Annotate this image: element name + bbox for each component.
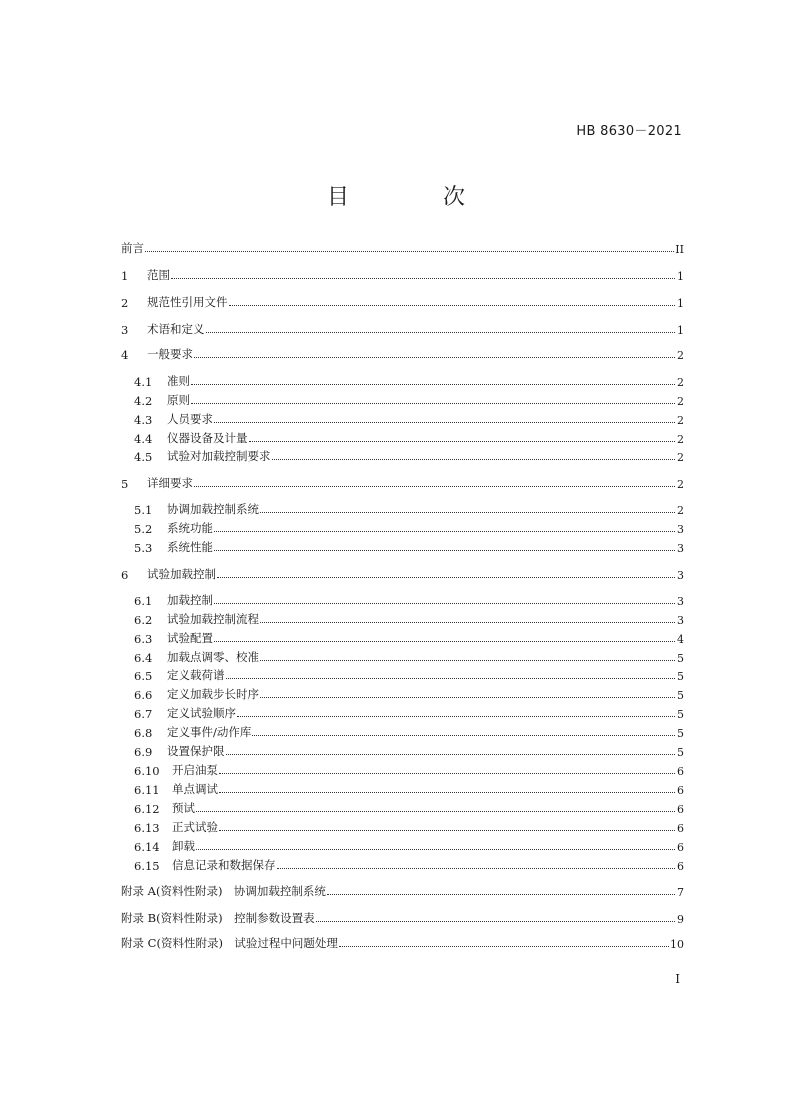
toc-entry-number: 6.7 (134, 707, 153, 721)
toc-entry-page: 3 (677, 569, 684, 582)
dot-leader (191, 384, 675, 385)
toc-entry-page: 3 (677, 523, 684, 536)
dot-leader (226, 678, 676, 679)
toc-entry-number: 6.6 (134, 688, 153, 702)
toc-entry-title: 单点调试 (172, 782, 218, 796)
toc-entry[interactable] (134, 609, 684, 627)
toc-entry-page: 1 (677, 324, 684, 337)
toc-entry[interactable] (134, 836, 684, 854)
toc-entry[interactable] (121, 319, 684, 337)
toc-entry-page: 9 (677, 913, 684, 926)
toc-entry-number: 5.1 (134, 503, 153, 517)
toc-entry-title: 定义事件/动作库 (167, 725, 252, 739)
toc-entry-page: 2 (677, 504, 684, 517)
toc-entry-number: 1 (121, 269, 129, 283)
toc-entry-number: 4 (121, 348, 129, 362)
toc-entry-page: 2 (677, 478, 684, 491)
toc-entry-title: 定义载荷谱 (167, 668, 225, 682)
dot-leader (214, 641, 675, 642)
toc-entry-number: 5.2 (134, 522, 153, 536)
dot-leader (260, 512, 675, 513)
toc-entry-title: 设置保护限 (167, 744, 225, 758)
toc-entry-page: 1 (677, 297, 684, 310)
toc-entry-number: 6.15 (134, 859, 160, 873)
toc-entry[interactable] (134, 537, 684, 555)
dot-leader (219, 773, 675, 774)
dot-leader (237, 716, 675, 717)
dot-leader (252, 735, 675, 736)
toc-entry-title: 信息记录和数据保存 (172, 858, 276, 872)
dot-leader (171, 278, 675, 279)
toc-entry-page: 6 (677, 803, 684, 816)
toc-entry-number: 6.8 (134, 726, 153, 740)
toc-entry-page: 6 (677, 784, 684, 797)
toc-entry-page: 1 (677, 270, 684, 283)
toc-entry[interactable] (121, 908, 684, 926)
toc-entry-title: 加载控制 (167, 593, 213, 607)
dot-leader (196, 811, 675, 812)
toc-entry-number: 4.5 (134, 450, 153, 464)
toc-entry-title: 人员要求 (167, 412, 213, 426)
toc-entry-title: 前言 (121, 241, 144, 255)
toc-entry-page: 5 (677, 746, 684, 759)
toc-entry-title: 系统性能 (167, 540, 213, 554)
dot-leader (260, 622, 675, 623)
dot-leader (206, 332, 676, 333)
toc-entry-title: 试验加载控制流程 (167, 612, 259, 626)
toc-entry-title: 试验对加载控制要求 (167, 449, 271, 463)
toc-entry-page: 3 (677, 595, 684, 608)
toc-entry-page: 7 (677, 886, 684, 899)
toc-entry-number: 4.3 (134, 413, 153, 427)
toc-entry-page: 2 (677, 451, 684, 464)
toc-entry-number: 5 (121, 477, 129, 491)
dot-leader (316, 921, 675, 922)
dot-leader (219, 830, 675, 831)
toc-entry-title: 范围 (147, 268, 170, 282)
toc-entry-number: 6.10 (134, 764, 160, 778)
dot-leader (272, 459, 676, 460)
toc-entry-number: 6.2 (134, 613, 153, 627)
toc-entry-page: 2 (677, 414, 684, 427)
toc-entry-page: 5 (677, 708, 684, 721)
dot-leader (226, 754, 676, 755)
toc-entry-page: 2 (677, 433, 684, 446)
toc-entry-number: 6.13 (134, 821, 160, 835)
toc-entry-title: 加载点调零、校准 (167, 650, 259, 664)
toc-entry-page: 4 (677, 633, 684, 646)
toc-entry[interactable] (134, 684, 684, 702)
toc-entry[interactable] (134, 647, 684, 665)
toc-entry-page: 6 (677, 765, 684, 778)
toc-entry[interactable] (134, 665, 684, 683)
toc-entry[interactable] (121, 238, 684, 256)
dot-leader (327, 894, 675, 895)
toc-entry-page: 6 (677, 860, 684, 873)
dot-leader (219, 792, 675, 793)
toc-entry-number: 6.3 (134, 632, 153, 646)
toc-entry-title: 正式试验 (172, 820, 218, 834)
toc-entry[interactable] (134, 741, 684, 759)
toc-entry-number: 6.1 (134, 594, 153, 608)
toc-entry[interactable] (134, 390, 684, 408)
toc-entry[interactable] (134, 590, 684, 608)
toc-entry-page: 5 (677, 652, 684, 665)
toc-entry[interactable] (134, 428, 684, 446)
toc-title: 目 次 (326, 185, 501, 210)
toc-entry-number: 6.12 (134, 802, 160, 816)
toc-entry-page: 2 (677, 376, 684, 389)
toc-entry-page: 3 (677, 542, 684, 555)
toc-entry-title: 卸载 (172, 839, 195, 853)
toc-entry-page: 5 (677, 670, 684, 683)
toc-entry-title: 详细要求 (147, 476, 193, 490)
toc-entry-number: 6 (121, 568, 129, 582)
toc-entry-page: 2 (677, 349, 684, 362)
toc-entry[interactable] (134, 817, 684, 835)
toc-entry-title: 定义试验顺序 (167, 706, 236, 720)
dot-leader (260, 697, 675, 698)
dot-leader (145, 251, 674, 252)
toc-entry[interactable] (121, 344, 684, 362)
toc-entry-page: II (675, 243, 684, 256)
toc-entry-number: 4.1 (134, 375, 153, 389)
toc-entry-title: 试验加载控制 (147, 567, 216, 581)
toc-entry-number: 6.14 (134, 840, 160, 854)
toc-entry-title: 开启油泵 (172, 763, 218, 777)
dot-leader (214, 550, 675, 551)
toc-entry[interactable] (134, 722, 684, 740)
toc-entry-page: 10 (670, 938, 684, 951)
toc-entry-page: 2 (677, 395, 684, 408)
dot-leader (260, 660, 675, 661)
page-number: I (675, 972, 680, 986)
toc-entry-title: 附录 B(资料性附录) 控制参数设置表 (121, 911, 315, 925)
dot-leader (229, 305, 676, 306)
toc-entry[interactable] (121, 933, 684, 951)
toc-entry[interactable] (134, 371, 684, 389)
toc-entry-title: 规范性引用文件 (147, 295, 228, 309)
toc-entry[interactable] (121, 473, 684, 491)
dot-leader (339, 946, 669, 947)
toc-entry[interactable] (134, 409, 684, 427)
toc-entry-number: 4.4 (134, 432, 153, 446)
toc-entry-title: 一般要求 (147, 347, 193, 361)
toc-entry-number: 4.2 (134, 394, 153, 408)
toc-entry-page: 3 (677, 614, 684, 627)
toc-entry-title: 附录 A(资料性附录) 协调加载控制系统 (121, 884, 326, 898)
toc-entry-page: 6 (677, 841, 684, 854)
toc-entry-number: 6.5 (134, 669, 153, 683)
toc-entry-title: 试验配置 (167, 631, 213, 645)
dot-leader (194, 486, 675, 487)
toc-entry-title: 定义加载步长时序 (167, 687, 259, 701)
toc-entry[interactable] (134, 855, 684, 873)
toc-entry[interactable] (134, 798, 684, 816)
toc-entry-page: 5 (677, 689, 684, 702)
toc-entry[interactable] (134, 760, 684, 778)
dot-leader (214, 422, 675, 423)
toc-entry-title: 系统功能 (167, 521, 213, 535)
toc-entry-number: 6.9 (134, 745, 153, 759)
toc-entry[interactable] (134, 499, 684, 517)
toc-entry-title: 预试 (172, 801, 195, 815)
toc-entry[interactable] (134, 446, 684, 464)
toc-entry-page: 6 (677, 822, 684, 835)
toc-entry-number: 5.3 (134, 541, 153, 555)
toc-entry-number: 6.4 (134, 651, 153, 665)
toc-entry-number: 6.11 (134, 783, 160, 797)
dot-leader (194, 357, 675, 358)
document-code: HB 8630－2021 (576, 124, 682, 139)
toc-entry[interactable] (121, 265, 684, 283)
toc-entry[interactable] (134, 518, 684, 536)
toc-entry[interactable] (121, 881, 684, 899)
dot-leader (214, 531, 675, 532)
toc-entry-number: 3 (121, 323, 129, 337)
toc-entry[interactable] (134, 628, 684, 646)
toc-entry-title: 仪器设备及计量 (167, 431, 248, 445)
dot-leader (217, 577, 675, 578)
dot-leader (191, 403, 675, 404)
toc-entry-title: 协调加载控制系统 (167, 502, 259, 516)
dot-leader (277, 868, 676, 869)
toc-entry-title: 术语和定义 (147, 322, 205, 336)
toc-entry-page: 5 (677, 727, 684, 740)
toc-entry-number: 2 (121, 296, 129, 310)
toc-entry-title: 附录 C(资料性附录) 试验过程中问题处理 (121, 936, 338, 950)
toc-entry[interactable] (134, 779, 684, 797)
toc-entry[interactable] (121, 292, 684, 310)
dot-leader (249, 441, 676, 442)
dot-leader (214, 603, 675, 604)
dot-leader (196, 849, 675, 850)
toc-entry-title: 原则 (167, 393, 190, 407)
toc-entry-title: 准则 (167, 374, 190, 388)
toc-entry[interactable] (134, 703, 684, 721)
toc-entry[interactable] (121, 564, 684, 582)
